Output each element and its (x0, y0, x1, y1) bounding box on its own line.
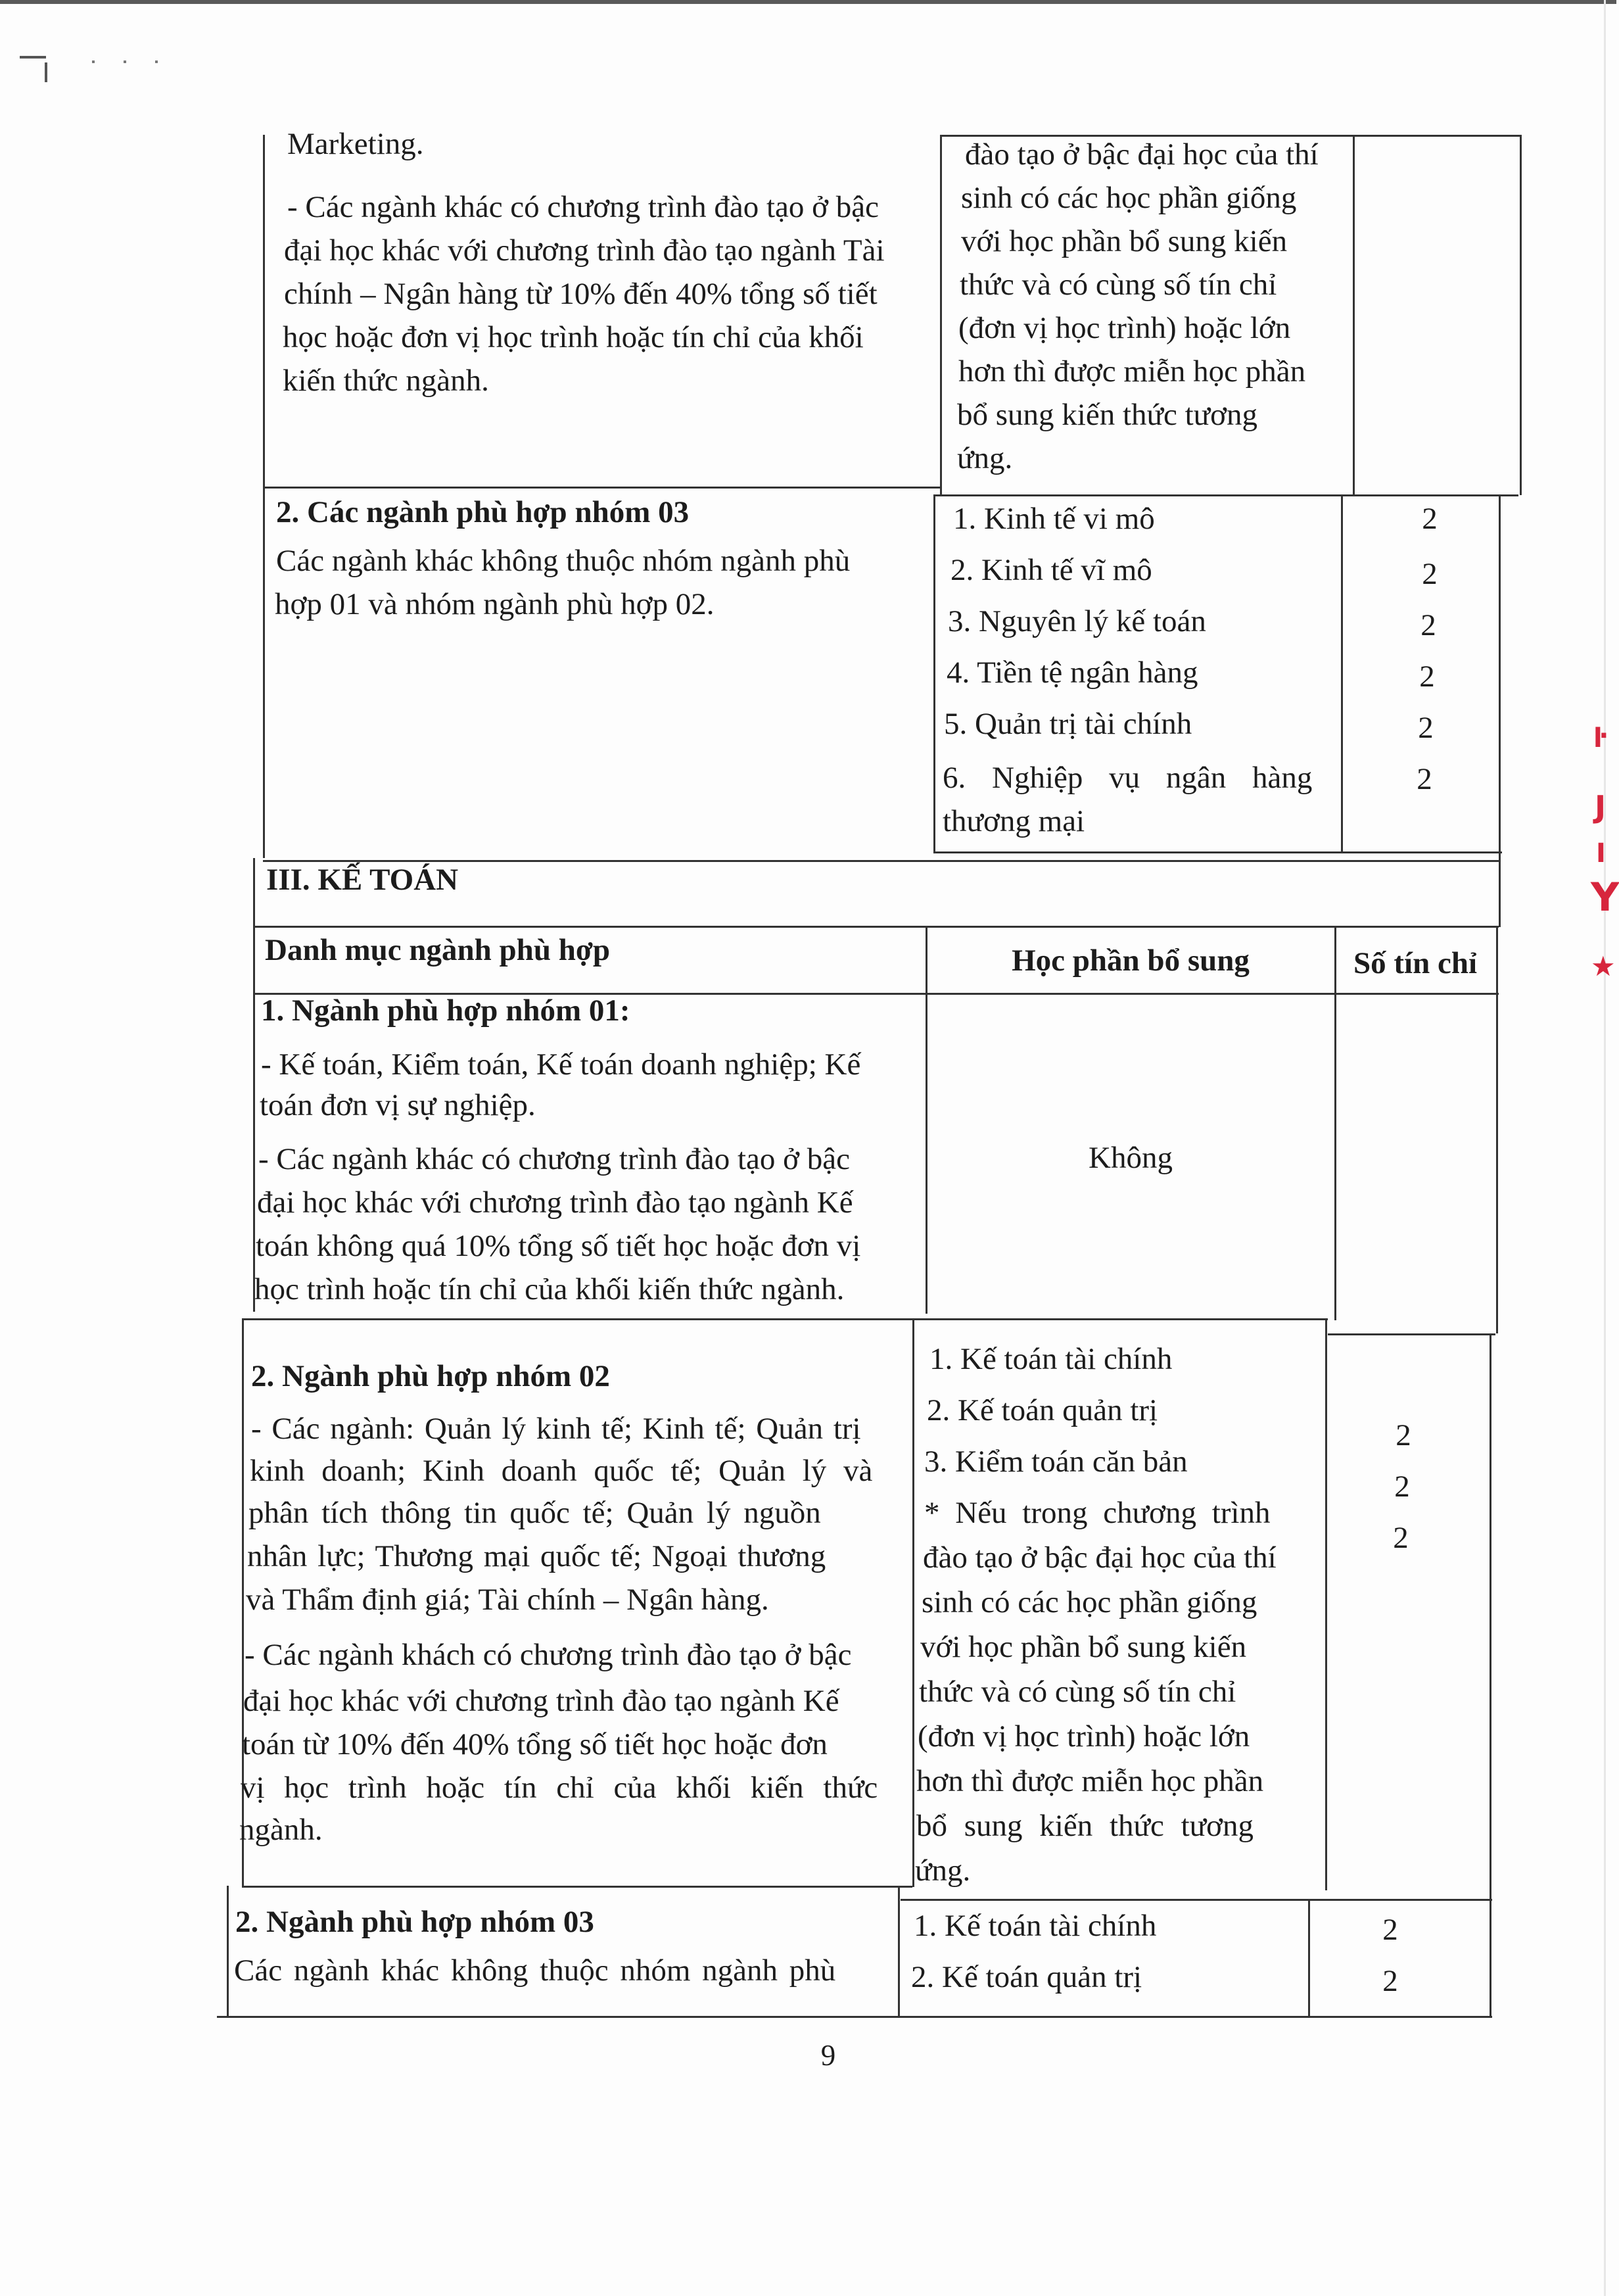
table-cell-text: nhân lực; Thương mại quốc tế; Ngoại thương (247, 1539, 826, 1573)
group-heading: 2. Ngành phù hợp nhóm 02 (251, 1359, 610, 1393)
credit-value: 2 (1420, 608, 1436, 642)
table-cell-text: hơn thì được miễn học phần (958, 354, 1306, 389)
red-stamp-fragment: ŀ J I Y ★ (1591, 723, 1619, 982)
course-item: 5. Quản trị tài chính (944, 707, 1192, 741)
table-cell-text: học hoặc đơn vị học trình hoặc tín chỉ của khối (283, 320, 864, 354)
table-cell-text: đại học khác với chương trình đào tạo ngành Tài (284, 233, 885, 268)
scan-mark (45, 62, 47, 82)
table-cell-text: - Các ngành khác có chương trình đào tạo ở bậc (287, 190, 879, 224)
course-note: ứng. (915, 1854, 971, 1888)
course-note: * Nếu trong chương trình (924, 1496, 1271, 1530)
course-item: 6. Nghiệp vụ ngân hàng (943, 761, 1313, 795)
table-cell-text: Các ngành khác không thuộc nhóm ngành phù (276, 544, 851, 578)
column-header-courses: Học phần bổ sung (1012, 944, 1250, 978)
table-cell-text: đào tạo ở bậc đại học của thí (965, 137, 1319, 172)
table-cell-text: toán đơn vị sự nghiệp. (260, 1088, 536, 1122)
page-edge (1604, 0, 1606, 2296)
table-cell-text: bổ sung kiến thức tương (957, 398, 1257, 432)
table-cell-text: và Thẩm định giá; Tài chính – Ngân hàng. (246, 1583, 769, 1617)
course-item: 1. Kế toán tài chính (929, 1342, 1173, 1376)
table-cell-text: ngành. (239, 1813, 323, 1847)
table-cell-text: - Kế toán, Kiểm toán, Kế toán doanh nghiệp; Kế (261, 1047, 861, 1082)
course-item: 2. Kế toán quản trị (927, 1393, 1158, 1427)
group-heading: 2. Các ngành phù hợp nhóm 03 (276, 495, 690, 529)
scan-dots (92, 60, 171, 63)
table-cell-text: sinh có các học phần giống (961, 181, 1297, 215)
course-item: 3. Kiểm toán căn bản (924, 1445, 1188, 1479)
table-cell-text: thức và có cùng số tín chỉ (960, 268, 1277, 302)
credit-value: 2 (1396, 1418, 1411, 1452)
credit-value: 2 (1393, 1521, 1409, 1555)
table-cell-text: Marketing. (287, 127, 424, 161)
course-item: 1. Kinh tế vi mô (953, 502, 1155, 536)
table-cell-text: vị học trình hoặc tín chỉ của khối kiến thức (241, 1771, 878, 1805)
credit-value: 2 (1419, 659, 1435, 694)
course-item: thương mại (943, 804, 1085, 838)
credit-value: 2 (1382, 1964, 1398, 1998)
table-cell-text: (đơn vị học trình) hoặc lớn (958, 311, 1291, 345)
group-heading: 2. Ngành phù hợp nhóm 03 (235, 1905, 594, 1939)
table-cell-text: đại học khác với chương trình đào tạo ngành Kế (243, 1684, 839, 1718)
scan-border (0, 0, 1616, 4)
table-cell-text: - Các ngành khác có chương trình đào tạo ở bậc (258, 1142, 850, 1176)
course-note: hơn thì được miễn học phần (916, 1764, 1264, 1798)
table-cell-text: với học phần bổ sung kiến (961, 224, 1288, 258)
table-cell-text: đại học khác với chương trình đào tạo ngành Kế (257, 1185, 853, 1220)
course-note: bổ sung kiến thức tương (916, 1809, 1254, 1843)
table-cell-text: phân tích thông tin quốc tế; Quản lý nguồn (248, 1496, 821, 1530)
page-number: 9 (820, 2039, 836, 2072)
course-note: sinh có các học phần giống (922, 1585, 1257, 1619)
table-cell-text: kinh doanh; Kinh doanh quốc tế; Quản lý và (250, 1454, 873, 1488)
course-item: 2. Kinh tế vĩ mô (950, 553, 1152, 587)
table-cell-text: - Các ngành: Quản lý kinh tế; Kinh tế; Quản trị (251, 1412, 861, 1446)
credit-value: 2 (1422, 557, 1438, 591)
table-cell-text: ứng. (957, 441, 1013, 475)
credit-value: 2 (1394, 1470, 1410, 1504)
group-heading: 1. Ngành phù hợp nhóm 01: (261, 993, 630, 1028)
course-none: Không (1089, 1141, 1173, 1175)
credit-value: 2 (1422, 502, 1438, 536)
course-note: với học phần bổ sung kiến (920, 1630, 1247, 1664)
course-item: 3. Nguyên lý kế toán (948, 604, 1206, 638)
table-cell-text: - Các ngành khách có chương trình đào tạo ở bậc (245, 1638, 852, 1672)
course-item: 1. Kế toán tài chính (914, 1909, 1157, 1943)
scan-mark (20, 56, 46, 59)
course-note: thức và có cùng số tín chỉ (919, 1675, 1236, 1709)
table-cell-text: học trình hoặc tín chỉ của khối kiến thức ngành. (254, 1272, 845, 1306)
course-item: 2. Kế toán quản trị (911, 1960, 1142, 1994)
table-cell-text: toán từ 10% đến 40% tổng số tiết học hoặc đơn (242, 1727, 828, 1761)
table-cell-text: hợp 01 và nhóm ngành phù hợp 02. (275, 587, 715, 621)
table-cell-text: chính – Ngân hàng từ 10% đến 40% tổng số tiết (284, 277, 878, 311)
course-note: (đơn vị học trình) hoặc lớn (918, 1719, 1250, 1754)
course-item: 4. Tiền tệ ngân hàng (947, 656, 1198, 690)
credit-value: 2 (1418, 711, 1434, 745)
credit-value: 2 (1417, 762, 1432, 796)
column-header-credits: Số tín chỉ (1353, 946, 1478, 980)
credit-value: 2 (1382, 1913, 1398, 1947)
table-cell-text: Các ngành khác không thuộc nhóm ngành phù (234, 1953, 836, 1988)
section-title: III. KẾ TOÁN (266, 863, 459, 897)
course-note: đào tạo ở bậc đại học của thí (923, 1541, 1277, 1575)
column-header-majors: Danh mục ngành phù hợp (265, 933, 611, 967)
table-cell-text: kiến thức ngành. (283, 364, 489, 398)
table-cell-text: toán không quá 10% tổng số tiết học hoặc đơn vị (256, 1229, 861, 1263)
